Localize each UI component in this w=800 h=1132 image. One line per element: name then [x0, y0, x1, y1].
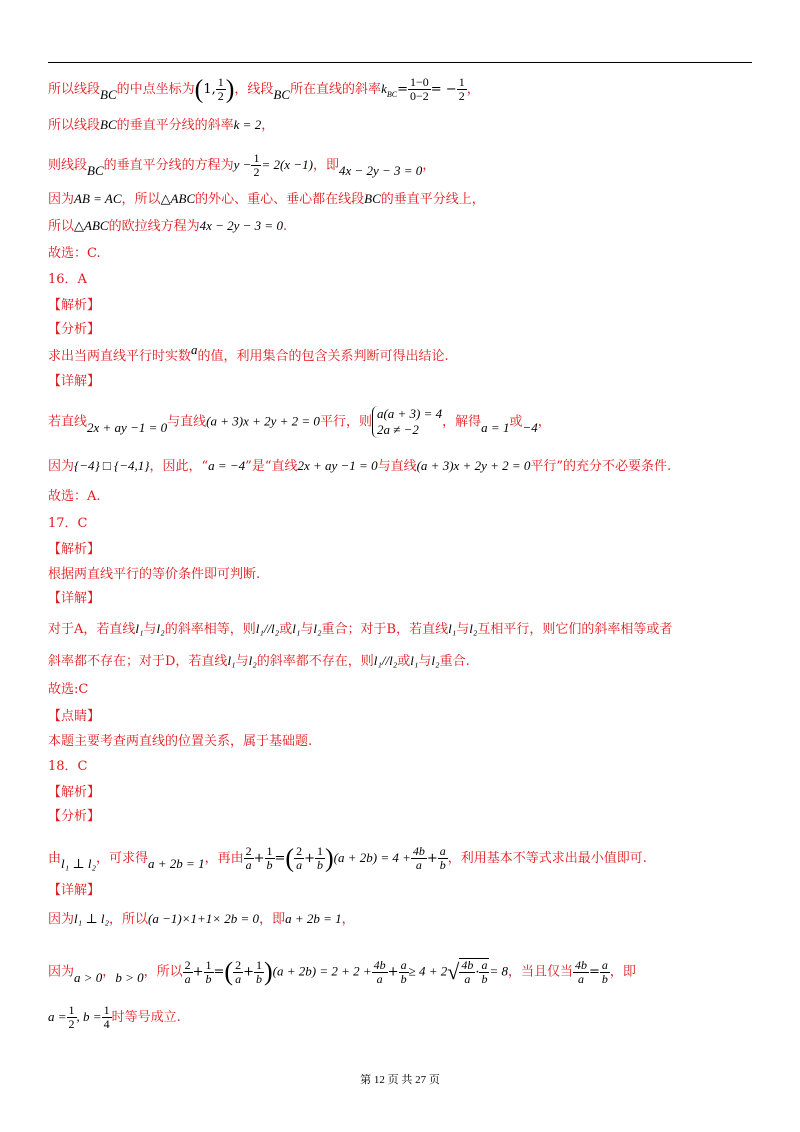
section-fenxi: 【分析】	[48, 809, 101, 824]
question-16-heading: 16．A	[48, 272, 87, 287]
detail-17-line1: 对于A，若直线l₁与l₂的斜率相等，则l₁//l₂或l₁与l₂重合；对于B，若直线l₁与l₂互相平行，则它们的斜率相等或者	[48, 621, 673, 637]
detail-16-system: 若直线2x + ay −1 = 0与直线(a + 3)x + 2y + 2 = 0平行，则 a(a + 3) = 4 2a ≠ −2 ，解得a = 1或−4，	[48, 406, 551, 437]
line-perp-slope: 所以线段BC的垂直平分线的斜率k = 2，	[48, 117, 275, 133]
comment-17: 本题主要考查两直线的位置关系，属于基础题.	[48, 734, 313, 749]
section-xiangjie: 【详解】	[48, 883, 101, 898]
line-perp-equation: 则线段BC的垂直平分线的方程为y − $\frac{1}{2}$ = 2(x −1)，即4x − 2y − 3 = 0，	[48, 151, 436, 179]
detail-18-line3: a = $\frac{1}{2}$ , b = $\frac{1}{4}$ 时等号成立.	[48, 1003, 181, 1031]
section-jiexi: 【解析】	[48, 298, 101, 313]
section-dianjing: 【点睛】	[48, 709, 101, 724]
section-fenxi: 【分析】	[48, 322, 101, 337]
line-euler-reason: 因为AB = AC，所以△ABC的外心、重心、垂心都在线段BC的垂直平分线上，	[48, 191, 485, 207]
detail-18-line1: 因为l₁ ⊥ l₂，所以(a −1)×1+1× 2b = 0，即a + 2b = 1，	[48, 911, 355, 927]
question-17-heading: 17．C	[48, 516, 88, 531]
header-rule	[48, 62, 752, 63]
page-footer: 第 12 页 共 27 页	[360, 1074, 440, 1086]
detail-16-conclusion: 因为{−4} □ {−4,1}，因此，“a = −4”是“直线2x + ay −1 = 0与直线(a + 3)x + 2y + 2 = 0平行”的充分不必要条件.	[48, 458, 672, 474]
detail-18-line2: 因为a > 0，b > 0，所以 $\frac{2}{a}$ + $\frac{1}{b}$ =( $\frac{2}{a}$ + $\frac{1}{b}$ )(a + 2b) = 2 + 2 + $\frac{4b}{a}$ + $\frac{a}{b}$ ≥ 4 + 2√ $\frac{4b}{a}$ · $\frac{a}{b}$ = 8，当且仅当 $\frac{4b}{a}$ = $\frac{a}{b}$ ，即	[48, 957, 636, 986]
answer-15: 故选：C.	[48, 246, 101, 261]
analysis-16: 求出当两直线平行时实数a的值，利用集合的包含关系判断可得出结论.	[48, 342, 449, 364]
detail-17-line2: 斜率都不存在；对于D，若直线l₁与l₂的斜率都不存在，则l₁//l₂或l₁与l₂重合.	[48, 653, 470, 669]
line-midpoint-slope: 所以线段BC的中点坐标为(1, $\frac{1}{2}$ )，线段BC所在直线的斜率$k_{BC}=$ $\frac{1-0}{0-2}$ = − $\frac{1}{2}$ ，	[48, 74, 480, 104]
line-euler-equation: 所以△ABC的欧拉线方程为4x − 2y − 3 = 0.	[48, 218, 288, 234]
section-xiangjie: 【详解】	[48, 591, 101, 606]
analysis-17: 根据两直线平行的等价条件即可判断.	[48, 567, 261, 582]
answer-17: 故选:C	[48, 682, 89, 697]
section-xiangjie: 【详解】	[48, 374, 101, 389]
analysis-18: 由l₁ ⊥ l₂，可求得a + 2b = 1，再由 $\frac{2}{a}$ + $\frac{1}{b}$ =( $\frac{2}{a}$ + $\frac{1}{b}$ )(a + 2b) = 4 + $\frac{4b}{a}$ + $\frac{a}{b}$ ，利用基本不等式求出最小值即可.	[48, 843, 647, 873]
question-18-heading: 18．C	[48, 759, 88, 774]
section-jiexi: 【解析】	[48, 542, 101, 557]
section-jiexi: 【解析】	[48, 785, 101, 800]
answer-16: 故选：A.	[48, 489, 101, 504]
